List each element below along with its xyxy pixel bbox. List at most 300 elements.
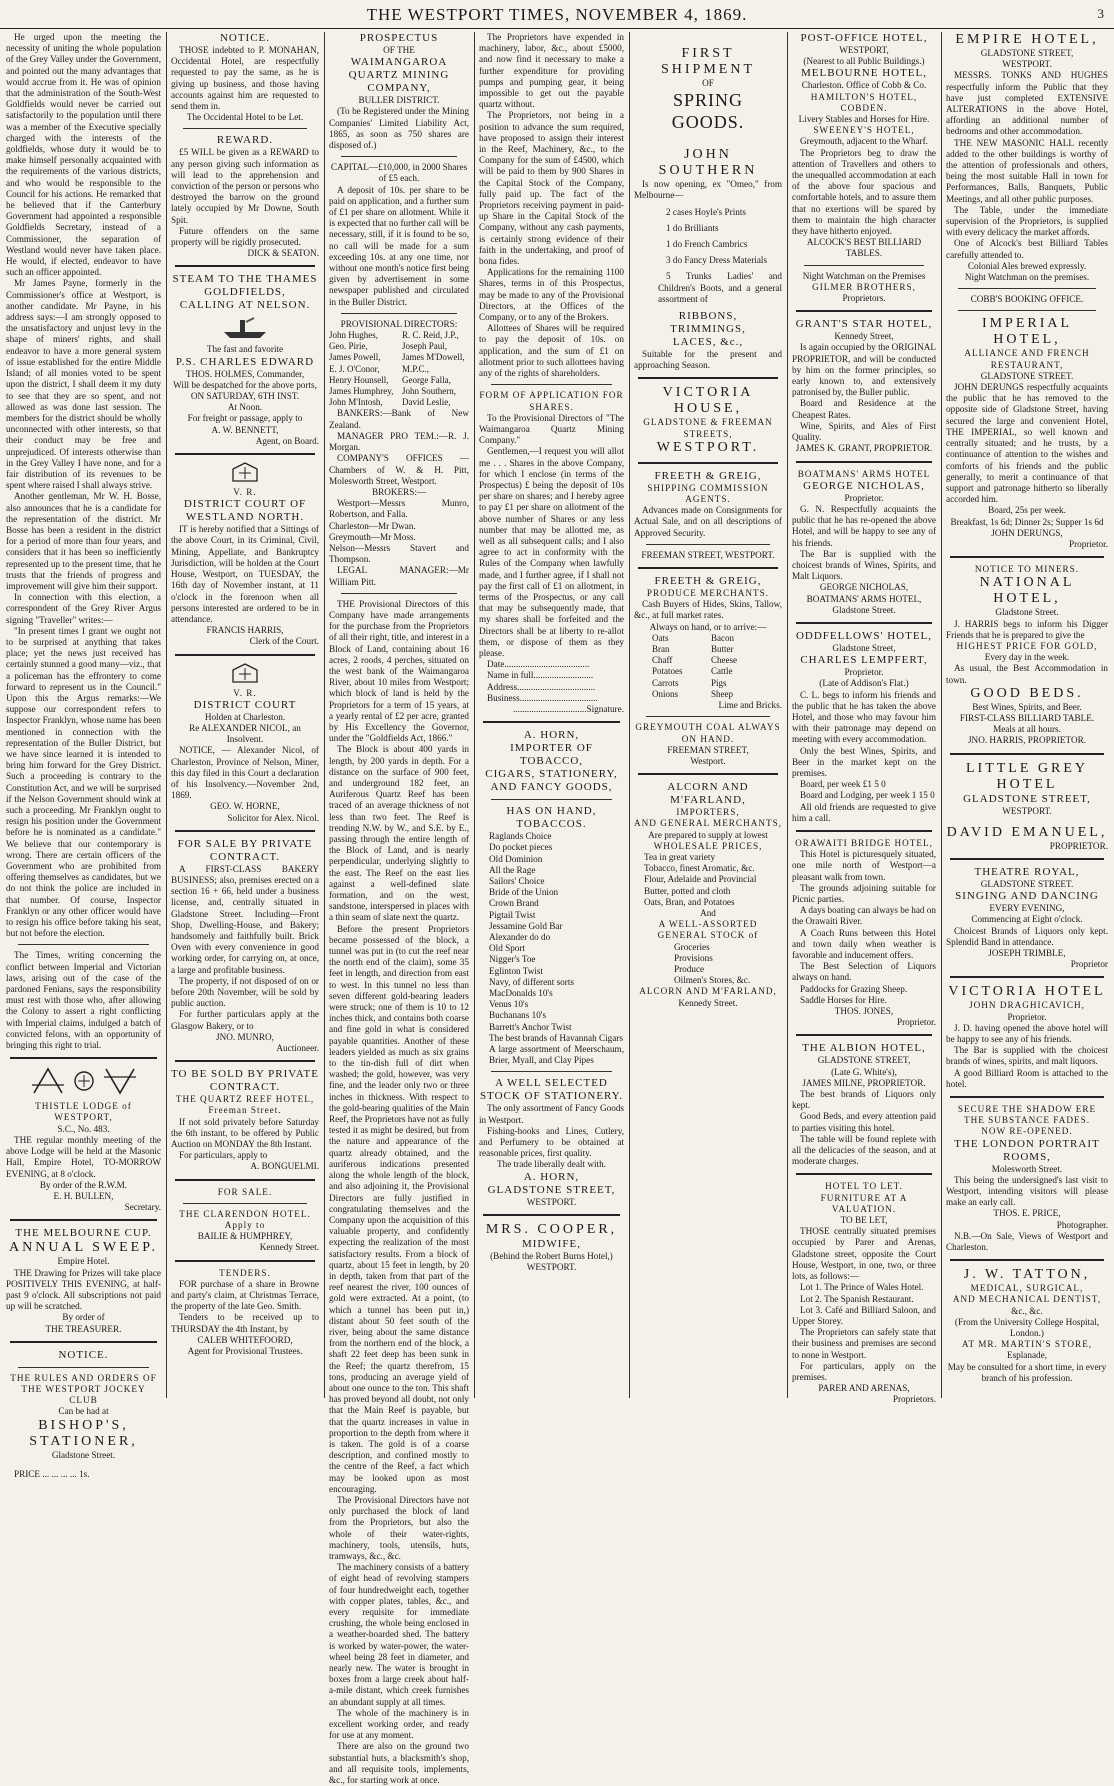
goods-item: Flour, Adelaide and Provincial bbox=[644, 874, 757, 885]
theatre-address: GLADSTONE STREET. bbox=[980, 878, 1074, 889]
form-date: Date..................................... bbox=[487, 659, 590, 670]
theatre-time: Commencing at Eight o'clock. bbox=[971, 914, 1083, 925]
divider bbox=[175, 453, 315, 455]
hotel-town: WESTPORT. bbox=[1002, 805, 1052, 816]
alcorn-address: Kennedy Street. bbox=[678, 997, 738, 1008]
column-rule bbox=[474, 32, 475, 1398]
divider bbox=[796, 622, 932, 624]
hotel-note: Greymouth, adjacent to the Wharf. bbox=[800, 136, 928, 147]
hotel-name: BOATMANS' ARMS HOTEL, bbox=[806, 593, 922, 604]
proprietor-name: DAVID EMANUEL, bbox=[946, 824, 1108, 840]
alcorn-name: ALCORN AND M'FARLAND, bbox=[667, 781, 749, 807]
horn-trade: CIGARS, STATIONERY, bbox=[485, 768, 618, 781]
divider bbox=[18, 944, 149, 945]
column-7 bbox=[946, 32, 1108, 1398]
portrait-slogan: SECURE THE SHADOW ERE THE SUBSTANCE FADES. bbox=[957, 1104, 1097, 1126]
registration-note: (To be Registered under the Mining Companies' Limited Liability Act, 1865, as soon as 750 shares are disposed of.) bbox=[329, 106, 469, 151]
vessel-name: P.S. CHARLES EDWARD bbox=[175, 355, 315, 368]
shipment-heading: FIRST SHIPMENT bbox=[660, 46, 755, 77]
bakery-apply: For further particulars apply at the Glasgow Bakery, or to bbox=[171, 1009, 319, 1031]
gold-days: Every day in the week. bbox=[984, 652, 1070, 663]
dentist-origin: (From the University College Hospital, London.) bbox=[954, 1316, 1100, 1339]
horn-trade: AND FANCY GOODS, bbox=[490, 781, 613, 794]
hotel-note: The table will be found replete with all the delicacies of the season, and at moderate charges. bbox=[792, 1133, 936, 1167]
hotel-billiards: A good Billiard Room is attached to the hotel. bbox=[946, 1067, 1108, 1089]
divider bbox=[950, 556, 1104, 558]
cooper-occupation: MIDWIFE, bbox=[521, 1237, 582, 1250]
tobacco-list bbox=[479, 831, 624, 1066]
hotel-rates: Breakfast, 1s 6d; Dinner 2s; Supper 1s 6d bbox=[950, 516, 1104, 527]
court-notice: IT is hereby notified that a Sittings of the above Court, in its Criminal, Civil, Mining, Appellate, and Bankruptcy Jurisdiction, will be holden at the Court House, Westport, on TUESDAY, the 16th day of November instant, at 11 o'clock in the forenoon when all persons interested are ordered to be in attendance. bbox=[171, 524, 319, 624]
opening-line: Is now opening, ex "Omeo," from Melbourne— bbox=[634, 179, 782, 201]
shipment-of: OF bbox=[702, 78, 714, 88]
tobacco-item: All the Rage bbox=[489, 864, 536, 875]
hotel-ales: Colonial Ales brewed expressly. bbox=[967, 260, 1087, 271]
trimmings-label: TRIMMINGS, bbox=[670, 323, 746, 336]
prospectus-heading: PROSPECTUS bbox=[359, 32, 439, 44]
portrait-note: This being the undersigned's last visit to Westport, intending visitors will please make an early call. bbox=[946, 1174, 1108, 1208]
clarendon-title: THE CLARENDON HOTEL. Apply to bbox=[179, 1208, 311, 1231]
hotel-name: SWEENEY'S HOTEL, bbox=[813, 125, 915, 136]
prospectus-paragraph: Allottees of Shares will be required to pay the deposit of 10s. on application, and the sum of £1 on allotment prior to such allottees having any of the rights of shareholders. bbox=[479, 323, 624, 379]
sweep-treasurer: THE TREASURER. bbox=[45, 1323, 122, 1334]
goods-list bbox=[634, 942, 782, 987]
alcorn-trade: IMPORTERS, bbox=[676, 807, 740, 818]
good-beds: GOOD BEDS. bbox=[970, 685, 1084, 701]
lot-item: Lot 1. The Prince of Wales Hotel. bbox=[800, 1282, 924, 1293]
divider bbox=[950, 976, 1104, 978]
hotel-note: Saddle Horses for Hire. bbox=[800, 994, 887, 1005]
lodge-signatory-role: Secretary. bbox=[124, 1202, 161, 1213]
column-3 bbox=[329, 32, 469, 1786]
reward-warning: Future offenders on the same property will be rigidly prosecuted. bbox=[171, 225, 319, 248]
tobacco-item: Sailors' Choice bbox=[489, 876, 545, 886]
insolvency-notice: NOTICE, — Alexander Nicol, of Charleston, Province of Nelson, Miner, this day filed in this Court a declaration of his Insolvency.—November 2nd, 1869. bbox=[171, 745, 319, 801]
court-heading: DISTRICT COURT bbox=[193, 698, 297, 711]
goods-item: Butter, potted and cloth bbox=[644, 885, 731, 896]
directors-heading: PROVISIONAL DIRECTORS: bbox=[340, 318, 458, 329]
price-line: PRICE ... ... ... ... 1s. bbox=[14, 1468, 90, 1479]
vessel-commander: THOS. HOLMES, Commander, bbox=[185, 368, 305, 379]
proprietor-name: JAMES K. GRANT, PROPRIETOR. bbox=[795, 443, 933, 454]
proprietor-role: Proprietor. bbox=[1007, 1011, 1047, 1022]
divider bbox=[950, 858, 1104, 860]
to-be-let: TO BE LET, bbox=[840, 1215, 888, 1226]
solicitor-role: Solicitor for Alex. Nicol. bbox=[227, 812, 319, 823]
hotel-note: A days boating can always be had on the Orawaiti River. bbox=[792, 905, 936, 927]
sailing-time: At Noon. bbox=[227, 402, 263, 413]
article-paragraph: "In present times I grant we ought not to be surprised at anything that takes place; yet the news just received has certainly stunned a good many—viz., that a policeman has the effrontery to come forward to represent us in the Council." Upon this the Argus remarks:—We suppose our correspondent refers to Inspector Franklyn, whose name has been mentioned in connection with the representation of the Buller District, but we have since learned it is intended to bring him forward for the Grey District. Such a proceeding is contrary to the Constitution Act, and we will be surprised if the Nelson Government should wink at such a proceeding. Mr Franklyn ought to resign his position under the Government before he is nominated as a candidate." We believe that our contemporary is wrong. There are certain officers of the Government who are prohibited from offering themselves as candidates, but we do not think the police are included in that number. Of course, Inspector Franklyn or any other officer would have to resign his office before taking his seat, but not before the election. bbox=[6, 625, 161, 939]
tobacco-item: Old Dominion bbox=[489, 853, 543, 864]
produce-trade: PRODUCE MERCHANTS. bbox=[646, 588, 770, 599]
goods-item: 2 cases Hoyle's Prints bbox=[666, 206, 746, 217]
views-note: N.B.—On Sale, Views of Westport and Charleston. bbox=[946, 1230, 1108, 1253]
company-name: WAIMANGAROA QUARTZ MINING COMPANY, bbox=[348, 56, 450, 95]
and-line: And bbox=[700, 907, 716, 918]
prospectus-of: OF THE bbox=[383, 45, 415, 55]
agent-role: Agent, on Board. bbox=[255, 435, 319, 446]
form-address: Address.................................. bbox=[487, 681, 596, 692]
tobacco-item: Crown Brand bbox=[489, 898, 539, 909]
column-6 bbox=[792, 32, 936, 1405]
column-rule bbox=[787, 32, 788, 1398]
lodge-title: THISTLE LODGE of WESTPORT, bbox=[35, 1101, 132, 1123]
to-let-heading: HOTEL TO LET. bbox=[825, 1181, 903, 1192]
column-1 bbox=[6, 32, 161, 1479]
victoria-town: WESTPORT. bbox=[656, 439, 760, 455]
proprietor-role: Proprietor. bbox=[1068, 538, 1108, 549]
divider bbox=[175, 265, 315, 267]
theatre-note: Choicest Brands of Liquors only kept. Splendid Band in attendance. bbox=[946, 925, 1108, 947]
proprietor-name: CHARLES LEMPFERT, bbox=[800, 654, 928, 667]
horn-name: A. HORN, bbox=[523, 1170, 580, 1183]
notice-heading: NOTICE. bbox=[58, 1348, 109, 1361]
tenders-heading: TENDERS. bbox=[219, 1267, 271, 1278]
goods-list bbox=[634, 852, 782, 908]
rules-heading: THE RULES AND ORDERS OF THE WESTPORT JOCKEY CLUB bbox=[10, 1372, 157, 1406]
goods-item: Tea in great variety bbox=[644, 851, 716, 862]
agent-name: A. W. BENNETT, bbox=[211, 424, 279, 435]
hotel-billiards: ALCOCK'S BEST BILLIARD TABLES. bbox=[806, 237, 922, 259]
column-4 bbox=[479, 32, 624, 1398]
valuation-heading: FURNITURE AT A VALUATION. bbox=[820, 1192, 908, 1214]
newspaper-title: THE WESTPORT TIMES, NOVEMBER 4, 1869. bbox=[366, 5, 748, 24]
hotel-rates: Board and Lodging, per week 1 15 0 bbox=[800, 790, 935, 801]
hotel-description: The Table, under the immediate supervision of the Proprietors, is supplied with every delicacy the market affords. bbox=[946, 204, 1108, 238]
goods-item: Oilmen's Stores, &c. bbox=[674, 975, 751, 986]
brokers-heading: BROKERS:— bbox=[371, 486, 427, 497]
prospectus-paragraph: Before the present Proprietors became possessed of the block, a tunnel was put in (to cut the reef near the north end of the claim), some 35 feet in length, and direction from east to west. In this tunnel no less than seven different gold-bearing leaders were struck; one of them is 10 to 12 inches thick, and contains both coarse and fine gold in what is considered payable quantities. Another of these leaders yielded as much as six grains to the tin-dish full of dirt when washed; the gold, however, was very fine, and the leader only two or three inches in thickness. With respect to the gold-bearing qualities of the Main Reef, the Proprietors have not as fully tested it as might be desired, but from the nature and appearance of the quartz already obtained, and the auriferous indications presented along the whole length of the block, and also adjoining it, the Provisional Directors are fully justified in congratulating themselves and the Company upon the acquisition of this valuable property, and confidently expecting the realization of the most satisfactory results. From a block of quartz, about 15 feet in length, by 20 in depth, taken from that part of the reef nearest the river, 100 ounces of gold were extracted. At a point, (to which a tunnel has been put in,) distant about 50 feet south of the river, being about the same distance from the northern end of the block, a shaft 22 feet deep has been sunk in the Reef; the quartz therefrom, 15 tons, producing an average yield of about one ounce to the ton. This shaft has proved beyond all doubt, not only that the Main Reef is payable, but that the quartz increases in value in proportion to the depth from where it is taken. The gold is of a coarse description, and confined mostly to the centre of the Reef, a fact which may be looked upon as most encouraging. bbox=[329, 923, 469, 1494]
prospectus-paragraph: The Block is about 400 yards in length, by 200 yards in depth. For a distance on the surface of 900 feet, and underground 182 feet, an Auriferous Quartz Reef has been traced of an average thickness of not less than two feet. The Reef is trending N.W. by W., and S.E. by E., passing through the entire length of the Block of Land, and is nearly perpendicular, underlying slightly to the east. The Reef on the east lies against a well-defined slate formation, and on the west, sandstone, interspersed in places with a thin seam of slate next the quartz. bbox=[329, 744, 469, 923]
hotel-note: Livery Stables and Horses for Hire. bbox=[798, 114, 930, 125]
spring-goods-heading: SPRING GOODS. bbox=[671, 90, 745, 133]
tobacco-item: Eglinton Twist bbox=[489, 965, 544, 976]
dentist-street: Esplanade, bbox=[1006, 1350, 1048, 1361]
goods-item: 1 do French Cambrics bbox=[666, 239, 748, 250]
sweep-order: By order of bbox=[62, 1312, 105, 1323]
tobacco-item: Venus 10's bbox=[489, 999, 529, 1010]
proprietor-name: PARER AND ARENAS, bbox=[818, 1383, 910, 1394]
hotel-address: Kennedy Street, bbox=[834, 331, 894, 342]
proprietor-role: PROPRIETOR. bbox=[1049, 840, 1108, 851]
freeth-greig-name: FREETH & GREIG, bbox=[654, 575, 762, 588]
lot-item: Lot 3. Café and Billiard Saloon, and Upper Storey. bbox=[792, 1304, 936, 1326]
bakery-notice: A FIRST-CLASS BAKERY BUSINESS; also, premises erected on a section 16 + 66, held under a business license, and, centrally situated in Gladstone Street. Including—Front Shop, Dwelling-House, and Bakery; handsomely and faithfully built. Brick Oven with every convenience in good working order, for carrying on, at once, a large and profitable business. bbox=[171, 863, 319, 975]
freeth-trade: SHIPPING COMMISSION bbox=[647, 482, 769, 493]
hotel-description: THE NEW MASONIC HALL recently added to the other buildings is worthy of the attention of professionals and others, being the most suitable Hall in town for Performances, Balls, Banquets, Public Meetings, and all other public purposes. bbox=[946, 137, 1108, 204]
hotel-name: POST-OFFICE HOTEL, bbox=[800, 32, 928, 44]
hotel-description: Is again occupied by the ORIGINAL PROPRIETOR, and will be conducted by him on the former principles, so early known to, and extensively patronised by, the Buller public. bbox=[792, 342, 936, 398]
reward-notice: £5 WILL be given as a REWARD to any person giving such information as will lead to the apprehension and conviction of the person or persons who destroyed the barrow on the ground lately occupied by Mr Downe, South Spit. bbox=[171, 147, 319, 225]
southern-name: JOHN SOUTHERN bbox=[658, 147, 758, 179]
portrait-address: Molesworth Street. bbox=[991, 1163, 1063, 1174]
proprietor-name: JNO. HARRIS, PROPRIETOR. bbox=[967, 735, 1086, 746]
hotel-note: Good Beds, and every attention paid to parties visiting this hotel. bbox=[792, 1111, 936, 1133]
deposit-terms: A deposit of 10s. per share to be paid on application, and a further sum of £1 per share on allotment. While it is expected that no further call will be necessary, still, if it is found to be so, no call will be made for a sum exceeding 10s. at any one time, nor without one month's notice first being given by advertisement in some newspaper published and circulated in the Buller District. bbox=[329, 184, 469, 307]
quartz-hotel-title: THE QUARTZ REEF HOTEL, Freeman Street. bbox=[175, 1094, 315, 1116]
hotel-subtitle: ALLIANCE AND FRENCH RESTAURANT, bbox=[964, 348, 1090, 370]
vessel-intro: The fast and favorite bbox=[206, 344, 284, 355]
freight-line: For freight or passage, apply to bbox=[187, 413, 303, 424]
tobacco-item: Do pocket pieces bbox=[489, 842, 553, 853]
proprietor-name: GEORGE NICHOLAS, bbox=[819, 582, 909, 593]
prospectus-paragraph: The Provisional Directors have not only purchased the block of land from the Proprietors, but also the whole of their water-rights, machinery, tools, utensils, huts, tramways, &c., &c. bbox=[329, 1494, 469, 1561]
goods-item: 5 Trunks Ladies' and Children's Boots, and a general assortment of bbox=[658, 271, 782, 304]
hotel-description: G. N. Respectfully acquaints the public that he has re-opened the above Hotel, and will be happy to see any of his friends. bbox=[792, 503, 936, 548]
horn-town: WESTPORT. bbox=[526, 1196, 577, 1207]
quartz-hotel-notice: If not sold privately before Saturday the 6th instant, to be offered by Public Auction on MONDAY the 8th Instant. bbox=[171, 1116, 319, 1150]
stock-heading: A WELL-ASSORTED GENERAL STOCK of bbox=[657, 919, 759, 941]
coal-address: FREEMAN STREET, bbox=[667, 744, 749, 755]
prospectus-paragraph: The machinery consists of a battery of eight head of revolving stampers of four hundredweight each, together with copper plates, tables, &c., and every requisite for immediate crushing, the whole being enclosed in a weather-boarded shed. The battery is worked by water-power, the water-wheel being 28 feet in diameter, and nearly new. The water is brought in boxes from a large creek about half-a-mile distant, which creek furnishes an abundant supply at all times. bbox=[329, 1562, 469, 1707]
article-paragraph: He urged upon the meeting the necessity of uniting the whole population of the Grey Valley under the Government, and pointed out the many advantages that would accrue from it. He was of opinion that the administration of the South-West Goldfields would never be carried out satisfactorily to the population until there was a member of the Executive specially charged with the interests of the goldfields, whose duty it would be to make himself personally acquainted with the requirements of the various districts, and who would be responsible to the Council for his actions. He remarked that he believed that if the Canterbury Government had appointed a responsible Goldfields Secretary, instead of a Commissioner, the separation of Westland would never have taken place. He would, if elected, endeavor to have such an officer appointed. bbox=[6, 32, 161, 278]
application-form-heading: FORM OF APPLICATION FOR SHARES. bbox=[479, 390, 624, 412]
trustee-name: CALEB WHITEFOORD, bbox=[197, 1334, 293, 1345]
victoria-house-heading: VICTORIA HOUSE, bbox=[662, 385, 754, 417]
hotel-meals: Meals at all hours. bbox=[993, 724, 1061, 735]
dentist-trade: MEDICAL, SURGICAL, bbox=[970, 1283, 1084, 1294]
quartz-hotel-apply: For particulars, apply to bbox=[179, 1150, 268, 1161]
proprietor-name: GEORGE NICHOLAS, bbox=[803, 479, 925, 492]
theatre-name: THEATRE ROYAL, bbox=[974, 865, 1080, 878]
hotel-note: (Nearest to all Public Buildings.) bbox=[803, 56, 925, 67]
divider bbox=[950, 1096, 1104, 1098]
proprietor-role: Proprietor. bbox=[896, 1017, 936, 1028]
divider bbox=[183, 1203, 307, 1204]
solicitor-name: GEO. W. HORNE, bbox=[210, 801, 280, 812]
hotel-note: The Best Selection of Liquors always on hand. bbox=[792, 961, 936, 983]
hotel-billiards: FIRST-CLASS BILLIARD TABLE. bbox=[959, 712, 1095, 723]
tobacco-heading: HAS ON HAND, TOBACCOS. bbox=[506, 805, 597, 831]
tobacco-item: Pigtail Twist bbox=[489, 909, 536, 920]
hotel-name: MELBOURNE HOTEL, bbox=[801, 67, 927, 80]
hotel-rates: Board, 25s per week. bbox=[988, 505, 1066, 516]
divider bbox=[491, 384, 612, 385]
divider bbox=[483, 721, 620, 723]
form-business: Business.................................. bbox=[487, 692, 598, 703]
lodge-notice: THE regular monthly meeting of the above Lodge will be held at the Masonic Hall, Empire Hotel, TO-MORROW EVENING, at 8 o'clock. bbox=[6, 1134, 161, 1179]
hotel-note: All old friends are requested to give him a call. bbox=[792, 801, 936, 823]
court-heading: DISTRICT COURT OF WESTLAND NORTH. bbox=[183, 498, 307, 524]
offices-line: COMPANY'S OFFICES — Chambers of W. & H. Pitt, Molesworth Street, Westport. bbox=[329, 453, 469, 486]
despatch-line: Will be despatched for the above ports, bbox=[173, 379, 317, 390]
divider bbox=[796, 1173, 932, 1175]
divider bbox=[341, 593, 457, 594]
hotel-description: J. D. having opened the above hotel will be happy to see any of his friends. bbox=[946, 1022, 1108, 1044]
bishop-name: BISHOP'S, bbox=[38, 1417, 129, 1433]
sweep-venue: Empire Hotel. bbox=[57, 1256, 110, 1267]
tobacco-item: Navy, of different sorts bbox=[489, 976, 574, 987]
hotel-note: A Coach Runs between this Hotel and town daily when weather is favorable and inducement offers. bbox=[792, 927, 936, 961]
proprietor-name: GILMER BROTHERS, bbox=[812, 281, 916, 292]
advances-line: Advances made on Consignments for Actual Sale, and on all descriptions of Approved Security. bbox=[634, 505, 782, 538]
hotel-name: THE ALBION HOTEL, bbox=[802, 1042, 926, 1055]
hotel-description: JOHN DERUNGS respectfully acquaints the public that he has removed to the opposite side of Gladstone Street, having secured the large and convenient Hotel, THE IMPERIAL, so well known and centrally situated; and he trusts, by a continuance of attention to the wishes and comforts of his friends and the public generally, to merit a continuance of that support and patronage hitherto so liberally accorded him. bbox=[946, 382, 1108, 505]
freeth-trade: AGENTS. bbox=[685, 494, 731, 505]
divider bbox=[175, 1060, 315, 1062]
divider bbox=[341, 313, 457, 314]
hotel-bar: The Bar is supplied with the choicest brands of Wines, Spirits, and Malt Liquors. bbox=[792, 548, 936, 582]
tenders-notice: FOR purchase of a share in Browne and party's claim, at Christmas Terrace, the property of the late Geo. Smith. bbox=[171, 1278, 319, 1312]
divider bbox=[796, 310, 932, 312]
goods-item: Provisions bbox=[674, 952, 713, 963]
hotel-description: J. HARRIS begs to inform his Digger Friends that he is prepared to give the bbox=[946, 618, 1108, 640]
divider bbox=[183, 128, 307, 129]
auctioneer-name: JNO. MUNRO, bbox=[216, 1031, 274, 1042]
coal-heading: GREYMOUTH COAL ALWAYS ON HAND. bbox=[635, 722, 781, 744]
tobacco-item: Alexander do do bbox=[489, 932, 551, 943]
hotel-description: The Proprietors beg to draw the attention of Travellers and others to the unequalled accommodation at each of the above four spacious and comfortable hotels, and to assure them that no exertions will be spared by them to maintain the high character they have hitherto enjoyed. bbox=[792, 147, 936, 237]
royal-arms-icon bbox=[225, 662, 265, 684]
divider bbox=[646, 716, 770, 717]
royal-arms-icon bbox=[225, 461, 265, 483]
stationer-label: STATIONER, bbox=[29, 1433, 138, 1449]
hotel-name: BOATMANS' ARMS HOTEL bbox=[797, 468, 931, 479]
column-rule bbox=[166, 32, 167, 1398]
court-location: Holden at Charleston. bbox=[204, 711, 286, 722]
column-rule bbox=[629, 32, 630, 1398]
cooper-town: WESTPORT. bbox=[526, 1262, 577, 1273]
fancy-goods-line: The only assortment of Fancy Goods in Westport. bbox=[479, 1103, 624, 1125]
hotel-description: MESSRS. TONKS AND HUGHES respectfully inform the Public that they have just completed EXTENSIVE ALTERATIONS in the above Hotel, affording an additional number of bedrooms and other accommodation. bbox=[946, 70, 1108, 137]
hotel-liquor: Best Wines, Spirits, and Beer. bbox=[972, 701, 1082, 712]
to-let-note: The Proprietors can safely state that their business and premises are second to none in Westport. bbox=[792, 1327, 936, 1360]
theatre-schedule: EVERY EVENING, bbox=[989, 903, 1065, 914]
sweep-heading: ANNUAL SWEEP. bbox=[9, 1240, 158, 1256]
gold-price-line: HIGHEST PRICE FOR GOLD, bbox=[956, 640, 1098, 651]
divider bbox=[10, 1219, 157, 1221]
divider bbox=[958, 288, 1096, 289]
on-hand-line: Always on hand, or to arrive:— bbox=[649, 621, 767, 632]
theatre-bill: SINGING AND DANCING bbox=[955, 890, 1099, 903]
laces-label: LACES, &c., bbox=[672, 336, 744, 349]
tobacco-item: MacDonalds 10's bbox=[489, 988, 553, 999]
hotel-name: LITTLE GREY HOTEL bbox=[965, 760, 1089, 792]
sailing-date: ON SATURDAY, 6TH INST. bbox=[190, 391, 300, 402]
season-line: Suitable for the present and approaching Season. bbox=[634, 349, 782, 371]
lodge-signatory: E. H. BULLEN, bbox=[53, 1190, 114, 1201]
hotel-bar: The Bar is supplied with the choicest brands of wines, spirits, and malt liquors. bbox=[946, 1045, 1108, 1067]
tobacco-item: Old Sport bbox=[489, 943, 525, 954]
divider bbox=[638, 773, 778, 775]
tobacco-item: Barrett's Anchor Twist bbox=[489, 1021, 572, 1032]
insolvent-line: Re ALEXANDER NICOL, an Insolvent. bbox=[189, 722, 301, 745]
horn-street: GLADSTONE STREET, bbox=[487, 1183, 616, 1196]
cup-heading: THE MELBOURNE CUP. bbox=[15, 1227, 152, 1240]
dentist-trade: AND MECHANICAL DENTIST, bbox=[952, 1294, 1102, 1305]
divider bbox=[18, 1367, 149, 1368]
steam-heading: STEAM TO THE THAMES GOLDFIELDS, bbox=[172, 273, 318, 299]
divider bbox=[804, 265, 924, 266]
hotel-liquor: Only the best Wines, Spirits, and Beer in the market kept on the premises. bbox=[792, 745, 936, 778]
reopened-line: NOW RE-OPENED. bbox=[981, 1126, 1073, 1137]
column-2 bbox=[171, 32, 319, 1398]
hotel-town: WESTPORT. bbox=[1002, 59, 1052, 70]
divider bbox=[175, 1179, 315, 1181]
divider bbox=[483, 1214, 620, 1216]
divider bbox=[638, 567, 778, 569]
goods-item: Produce bbox=[674, 963, 705, 974]
freeth-address: FREEMAN STREET, WESTPORT. bbox=[641, 549, 775, 560]
trade-line: The trade liberally dealt with. bbox=[497, 1159, 606, 1170]
hotel-address: GLADSTONE STREET, bbox=[817, 1055, 911, 1066]
form-addressee: To the Provisional Directors of "The Waimangaroa Quartz Mining Company." bbox=[479, 412, 624, 446]
lime-line: Lime and Bricks. bbox=[718, 700, 782, 711]
lodge-number: S.C., No. 483. bbox=[57, 1123, 110, 1134]
directors-list bbox=[329, 330, 469, 408]
goods-item: Oats, Bran, and Potatoes bbox=[644, 896, 735, 907]
quartz-hotel-contact: A. BONGUELMI. bbox=[250, 1161, 319, 1172]
page-number: 3 bbox=[1097, 6, 1104, 21]
hotel-name: EMPIRE HOTEL, bbox=[955, 32, 1099, 47]
sweep-notice: THE Drawing for Prizes will take place POSITIVELY THIS EVENING, at half-past 9 o'clock. All subscriptions not paid up will be scratched. bbox=[6, 1267, 161, 1312]
divider bbox=[175, 1260, 315, 1262]
form-signature: ................................Signature. bbox=[512, 703, 624, 714]
hotel-address: Gladstone Street. bbox=[832, 604, 896, 615]
divider bbox=[638, 377, 778, 379]
hotel-liquor: The best brands of Liquors only kept. bbox=[792, 1089, 936, 1111]
divider bbox=[958, 310, 1096, 311]
directors-left: John Hughes, Geo. Pirie, James Powell, E. J. O'Conor, Henry Hounsell, James Humphrey, John M'Intosh, bbox=[329, 330, 394, 408]
proprietor-role: Proprietor bbox=[1070, 959, 1108, 970]
notice-heading: NOTICE. bbox=[219, 32, 271, 44]
coal-town: Westport. bbox=[690, 755, 726, 766]
proprietor-name: THOS. JONES, bbox=[834, 1006, 894, 1017]
photographer-role: Photographer. bbox=[1056, 1219, 1108, 1230]
article-paragraph: Another gentleman, Mr W. H. Bosse, also announces that he is a candidate for the representation of the district. Mr Bosse has been a resident in the district for a period of more than four years, and considers that it has been so inefficiently represented up to the present time, that he trusts that the friends of progress and improvement will give him their support. bbox=[6, 491, 161, 591]
hotel-liquor: Wine, Spirits, and Ales of First Quality. bbox=[792, 420, 936, 443]
auctioneer-role: Auctioneer. bbox=[276, 1043, 319, 1053]
cash-buyers-line: Cash Buyers of Hides, Skins, Tallow, &c., at full market rates. bbox=[634, 599, 782, 621]
hotel-name: ORAWAITI BRIDGE HOTEL, bbox=[795, 837, 933, 848]
hotel-watchman: Night Watchman on the premises. bbox=[964, 272, 1090, 283]
dentist-note: May be consulted for a short time, in every branch of his profession. bbox=[947, 1361, 1107, 1383]
bankers-line: BANKERS:—Bank of New Zealand. bbox=[329, 408, 469, 430]
divider bbox=[950, 753, 1104, 755]
produce-list bbox=[634, 633, 782, 700]
hotel-billiards: One of Alcock's best Billiard Tables carefully attended to. bbox=[946, 238, 1108, 260]
brokers-list: Westport—Messrs Munro, Robertson, and Falla. Charleston—Mr Dwan. Greymouth—Mr Moss. Nelson—Messrs Stavert and Thompson. bbox=[329, 498, 469, 565]
hotel-rates: Board and Residence at the Cheapest Rates. bbox=[792, 398, 936, 420]
prepared-line: Are prepared to supply at lowest bbox=[648, 829, 768, 840]
victoria-streets: GLADSTONE & FREEMAN bbox=[643, 417, 773, 428]
produce-right: Bacon Butter Cheese Cattle Pigs Sheep bbox=[711, 632, 737, 699]
proprietor-name: JAMES MILNE, PROPRIETOR. bbox=[802, 1077, 926, 1088]
portrait-rooms: THE LONDON PORTRAIT ROOMS, bbox=[954, 1137, 1100, 1163]
hotel-name: VICTORIA HOTEL bbox=[948, 984, 1106, 1000]
divider bbox=[796, 1034, 932, 1036]
tobacco-item: Nigger's Toe bbox=[489, 954, 536, 965]
rules-available: Can be had at bbox=[58, 1406, 109, 1417]
masthead bbox=[0, 0, 1114, 29]
victoria-streets: STREETS, bbox=[683, 428, 733, 439]
crown-initials: V. R. bbox=[233, 487, 257, 498]
article-paragraph: Mr James Payne, formerly in the Commissioner's office at Westport, is another candidate. Mr Payne, in his address says:—I am strongly opposed to the unsatisfactory and unjust levy in the shape of miners' rights, and shall endeavor to have a more general system of issue established for the entire Middle Island; of all monies voted to be spent upon the district, I shall deem it my duty to see that they are so spent, and not allowed as was done last session. The members for the district should be wholly unconnected with other interests, so that their conduct may be free and unprejudiced. Of interests otherwise than in the Grey Valley I have none, and for a fair distribution of its revenues to be spent where raised I shall always strive. bbox=[6, 278, 161, 491]
tobacco-item: Bride of the Union bbox=[489, 887, 559, 898]
company-district: BULLER DISTRICT. bbox=[358, 95, 440, 106]
clarendon-contact: BAILIE & HUMPHREY, bbox=[197, 1231, 293, 1242]
masonic-emblem-icon bbox=[24, 1065, 144, 1097]
hotel-address: GLADSTONE STREET, bbox=[980, 48, 1074, 58]
dentist-location: AT MR. MARTIN'S STORE, bbox=[961, 1339, 1093, 1350]
column-rule bbox=[324, 32, 325, 1398]
alcorn-name: ALCORN AND M'FARLAND, bbox=[639, 986, 777, 997]
divider bbox=[950, 1259, 1104, 1261]
prospectus-paragraph: The Proprietors have expended in machinery, labor, &c., about £5000, and now find it necessary to make a further expenditure for providing pumps and pumping gear, it being impossible to get out the payable quartz without. bbox=[479, 32, 624, 110]
divider bbox=[796, 461, 932, 463]
divider bbox=[796, 830, 932, 832]
miners-heading: NOTICE TO MINERS. bbox=[974, 564, 1080, 575]
